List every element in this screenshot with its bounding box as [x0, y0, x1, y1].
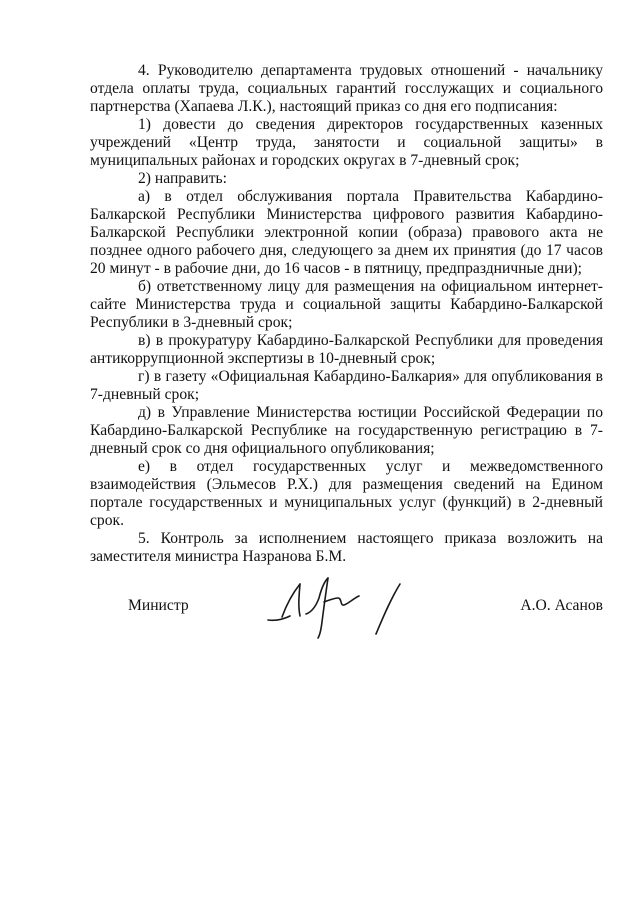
paragraph-subitem-e: е) в отдел государственных услуг и межведомственного взаимодействия (Эльмесов Р.Х.) для размещения сведений на Едином портале государственных и муниципальных услуг (функций) в 2-дневный срок. [90, 458, 603, 529]
paragraph-subitem-g: г) в газету «Официальная Кабардино-Балкария» для опубликования в 7-дневный срок; [90, 368, 603, 403]
paragraph-item-5: 5. Контроль за исполнением настоящего приказа возложить на заместителя министра Назранова Б.М. [90, 530, 603, 565]
signatory-title: Министр [128, 597, 189, 614]
document-body [90, 62, 603, 566]
handwritten-signature [264, 572, 414, 640]
paragraph-item-4: 4. Руководителю департамента трудовых отношений - начальнику отдела оплаты труда, социальных гарантий госслужащих и социального партнерства (Хапаева Л.К.), настоящий приказ со дня его подписания: [90, 62, 603, 115]
paragraph-subitem-a: а) в отдел обслуживания портала Правительства Кабардино-Балкарской Республики Министерства цифрового развития Кабардино-Балкарской Республики электронной копии (образа) правового акта не позднее одного рабочего дня, следующего за днем их принятия (до 17 часов 20 минут - в рабочие дни, до 16 часов - в пятницу, предпраздничные дни); [90, 188, 603, 277]
paragraph-subitem-1: 1) довести до сведения директоров государственных казенных учреждений «Центр труда, занятости и социальной защиты» в муниципальных районах и городских округах в 7-дневный срок; [90, 116, 603, 169]
paragraph-subitem-v: в) в прокуратуру Кабардино-Балкарской Республики для проведения антикоррупционной экспертизы в 10-дневный срок; [90, 332, 603, 367]
paragraph-subitem-2: 2) направить: [138, 170, 227, 187]
signatory-name: А.О. Асанов [520, 597, 603, 614]
paragraph-subitem-d: д) в Управление Министерства юстиции Российской Федерации по Кабардино-Балкарской Республике на государственную регистрацию в 7-дневный срок со дня официального опубликования; [90, 404, 603, 457]
paragraph-subitem-b: б) ответственному лицу для размещения на официальном интернет-сайте Министерства труда и социальной защиты Кабардино-Балкарской Республики в 3-дневный срок; [90, 278, 603, 331]
